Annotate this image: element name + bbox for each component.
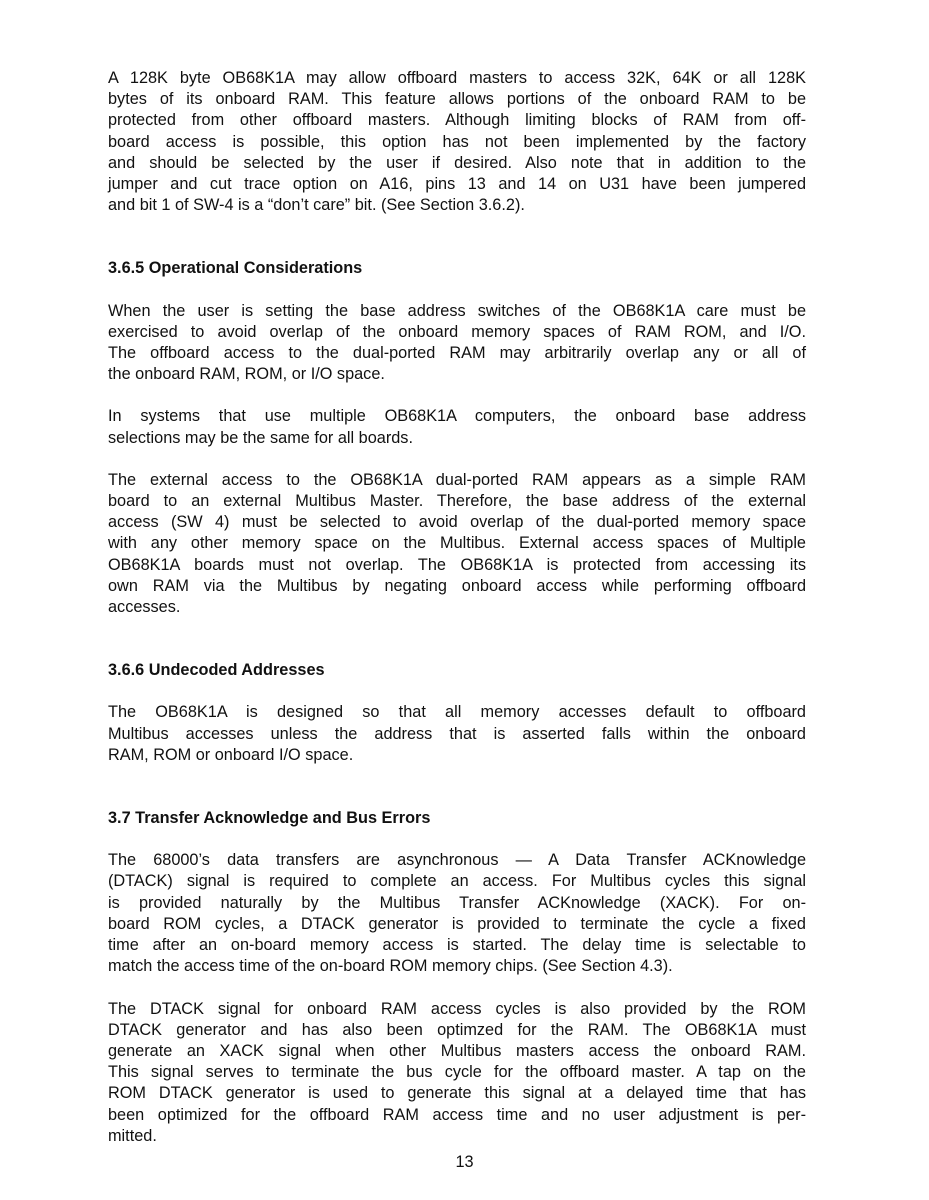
section-paragraph	[108, 301, 806, 386]
text-line: is provided naturally by the Multibus Transfer ACKnowledge (XACK). For on-	[108, 893, 806, 912]
intro-paragraph	[108, 68, 806, 216]
text-line: This signal serves to terminate the bus cycle for the offboard master. A tap on the	[108, 1063, 806, 1082]
text-line: When the user is setting the base address switches of the OB68K1A care must be	[108, 301, 806, 320]
text-line: selections may be the same for all boards.	[108, 428, 413, 447]
text-line: with any other memory space on the Multibus. External access spaces of Multiple	[108, 534, 806, 553]
section-paragraph	[108, 470, 806, 618]
text-line: (DTACK) signal is required to complete an access. For Multibus cycles this signal	[108, 872, 806, 891]
section-paragraph	[108, 702, 806, 766]
text-line: the onboard RAM, ROM, or I/O space.	[108, 365, 385, 384]
text-line: bytes of its onboard RAM. This feature allows portions of the onboard RAM to be	[108, 90, 806, 109]
section-paragraph	[108, 999, 806, 1147]
text-line: been optimized for the offboard RAM access time and no user adjustment is per-	[108, 1105, 806, 1124]
text-line: A 128K byte OB68K1A may allow offboard masters to access 32K, 64K or all 128K	[108, 69, 806, 87]
text-line: accesses.	[108, 598, 181, 617]
section-paragraph	[108, 850, 806, 977]
section-heading-3-7: 3.7 Transfer Acknowledge and Bus Errors	[108, 809, 431, 828]
text-line: and should be selected by the user if desired. Also note that in addition to the	[108, 153, 806, 172]
page-body	[108, 68, 806, 1147]
text-line: The 68000’s data transfers are asynchronous — A Data Transfer ACKnowledge	[108, 851, 806, 870]
text-line: The offboard access to the dual-ported RAM may arbitrarily overlap any or all of	[108, 344, 806, 363]
text-line: and bit 1 of SW-4 is a “don’t care” bit. (See Section 3.6.2).	[108, 196, 525, 215]
text-line: ROM DTACK generator is used to generate this signal at a delayed time that has	[108, 1084, 806, 1103]
text-line: own RAM via the Multibus by negating onboard access while performing offboard	[108, 576, 806, 595]
text-line: DTACK generator and has also been optimzed for the RAM. The OB68K1A must	[108, 1020, 806, 1039]
text-line: jumper and cut trace option on A16, pins 13 and 14 on U31 have been jumpered	[108, 175, 806, 194]
text-line: match the access time of the on-board ROM memory chips. (See Section 4.3).	[108, 957, 673, 976]
text-line: mitted.	[108, 1126, 157, 1145]
text-line: OB68K1A boards must not overlap. The OB68K1A is protected from accessing its	[108, 555, 806, 574]
text-line: board to an external Multibus Master. Therefore, the base address of the external	[108, 492, 806, 511]
text-line: protected from other offboard masters. Although limiting blocks of RAM from off-	[108, 111, 806, 130]
section-heading-3-6-6: 3.6.6 Undecoded Addresses	[108, 661, 325, 680]
text-line: exercised to avoid overlap of the onboard memory spaces of RAM ROM, and I/O.	[108, 322, 806, 341]
page-number: 13	[455, 1153, 474, 1171]
text-line: time after an on-board memory access is started. The delay time is selectable to	[108, 936, 806, 955]
text-line: Multibus accesses unless the address that is asserted falls within the onboard	[108, 724, 806, 743]
text-line: access (SW 4) must be selected to avoid overlap of the dual-ported memory space	[108, 513, 806, 532]
text-line: In systems that use multiple OB68K1A computers, the onboard base address	[108, 407, 806, 426]
text-line: The OB68K1A is designed so that all memory accesses default to offboard	[108, 703, 806, 722]
text-line: The DTACK signal for onboard RAM access cycles is also provided by the ROM	[108, 999, 806, 1018]
text-line: board ROM cycles, a DTACK generator is provided to terminate the cycle a fixed	[108, 914, 806, 933]
text-line: The external access to the OB68K1A dual-ported RAM appears as a simple RAM	[108, 470, 806, 489]
section-paragraph	[108, 406, 806, 448]
text-line: RAM, ROM or onboard I/O space.	[108, 745, 354, 764]
text-line: generate an XACK signal when other Multibus masters access the onboard RAM.	[108, 1041, 806, 1060]
section-heading-3-6-5: 3.6.5 Operational Considerations	[108, 259, 363, 278]
text-line: board access is possible, this option has not been implemented by the factory	[108, 132, 806, 151]
